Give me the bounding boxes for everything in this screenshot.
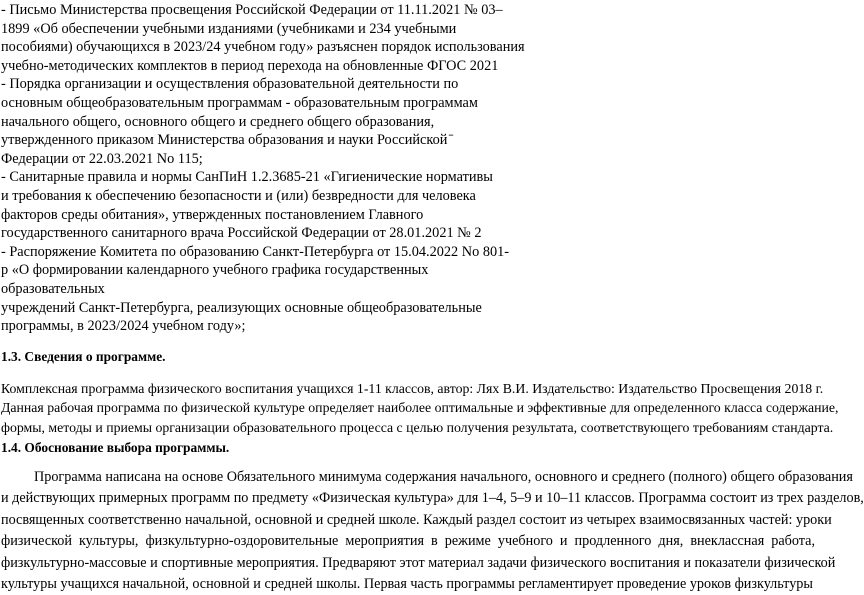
list-line: начального общего, основного общего и среднего общего образования,: [1, 113, 435, 130]
list-line: р «О формировании календарного учебного графика государственных: [1, 262, 429, 279]
list-line: - Санитарные правила и нормы СанПиН 1.2.3685-21 «Гигиенические нормативы: [1, 169, 493, 186]
paragraph-line: Данная рабочая программа по физической культуре определяет наиболее оптимальные и эффективные для определенного класса содержание,: [1, 400, 839, 416]
paragraph-line: формы, методы и приемы организации образовательного процесса с целью получения результата, соответствующего требованиям стандарта.: [1, 419, 834, 435]
paragraph-line: физкультурно-массовые и спортивные мероприятия. Предваряют этот материал задачи физического воспитания и показатели физической: [1, 554, 836, 571]
list-line: программы, в 2023/2024 учебном году»;: [1, 318, 246, 335]
list-line: факторов среды обитания», утвержденных постановлением Главного: [1, 206, 424, 223]
list-line: учреждений Санкт-Петербурга, реализующих основные общеобразовательные: [1, 299, 482, 316]
list-line: - Письмо Министерства просвещения Российской Федерации от 11.11.2021 № 03–: [1, 2, 503, 18]
list-line: государственного санитарного врача Российской Федерации от 28.01.2021 № 2: [1, 225, 482, 242]
paragraph-line: Программа написана на основе Обязательного минимума содержания начального, основного и среднего (полного) общего образования: [34, 469, 853, 485]
program-rationale-paragraph: [1, 467, 864, 595]
paragraph-line: культуры учащихся начальной, основной и средней школы. Первая часть программы регламентирует проведение уроков физкультуры: [1, 576, 813, 593]
list-line: учебно-методических комплектов в период перехода на обновленные ФГОС 2021: [1, 57, 499, 74]
paragraph-line: и действующих примерных программ по предмету «Физическая культура» для 1–4, 5–9 и 10–11 классов. Программа состоит из трех разделов,: [1, 490, 864, 507]
section-heading-1-4: 1.4. Обоснование выбора программы.: [1, 440, 230, 455]
program-info-paragraph: [1, 379, 839, 437]
list-line: образовательных: [1, 280, 105, 297]
section-heading-1-3: 1.3. Сведения о программе.: [1, 349, 166, 364]
list-line: и требования к обеспечению безопасности и (или) безвредности для человека: [1, 187, 476, 204]
list-line: основным общеобразовательным программам - образовательным программам: [1, 94, 478, 111]
paragraph-line: физической культуры, физкультурно-оздоровительные мероприятия в режиме учебного и продленного дня, внеклассная работа,: [1, 533, 815, 550]
list-line: Федерации от 22.03.2021 No 115;: [1, 150, 203, 167]
list-line: пособиями) обучающихся в 2023/24 учебном году» разъяснен порядок использования: [1, 39, 525, 56]
paragraph-line: Комплексная программа физического воспитания учащихся 1-11 классов, автор: Лях В.И. Издательство: Издательство Просвещения 2018 г.: [1, 381, 824, 396]
list-line: утвержденного приказом Министерства образования и науки Российской ̄: [1, 132, 451, 149]
paragraph-line: посвященных соответственно начальной, основной и средней школе. Каждый раздел состоит из четырех взаимосвязанных частей: уроки: [1, 511, 832, 528]
list-line: - Распоряжение Комитета по образованию Санкт-Петербурга от 15.04.2022 No 801-: [1, 243, 510, 260]
list-line: 1899 «Об обеспечении учебными изданиями (учебниками и 234 учебными: [1, 20, 457, 37]
list-line: - Порядка организации и осуществления образовательной деятельности по: [1, 76, 459, 93]
regulations-list: [1, 1, 525, 336]
